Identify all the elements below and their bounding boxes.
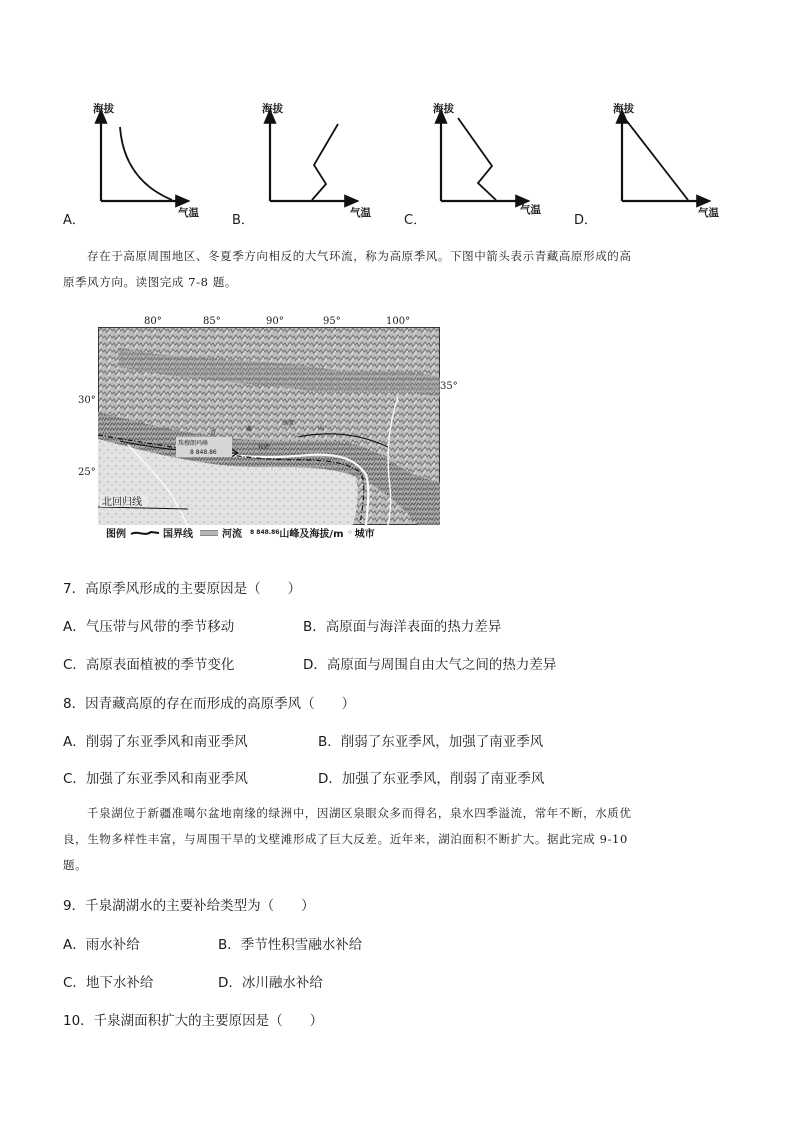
intro-paragraph-1 <box>63 243 743 295</box>
graph-d-xlabel: 气温 <box>698 207 719 219</box>
border-legend-icon <box>130 529 160 537</box>
option-d-label: D． <box>574 213 598 228</box>
q8-option-b[interactable]: B．削弱了东亚季风，加强了南亚季风 <box>318 734 544 750</box>
graph-b-xlabel: 气温 <box>350 207 371 219</box>
q9-option-d[interactable]: D．冰川融水补给 <box>218 975 323 991</box>
lon-80: 80° <box>144 316 162 327</box>
graph-a <box>101 115 184 201</box>
river-legend-icon <box>199 529 219 537</box>
label-shan: 山 <box>318 425 325 432</box>
label-zang: 藏 <box>246 426 253 433</box>
q9-option-c[interactable]: C．地下水补给 <box>63 975 154 991</box>
graph-d-ylabel: 海拔 <box>613 103 634 115</box>
q8-option-c[interactable]: C．加强了东亚季风和南亚季风 <box>63 771 248 787</box>
lon-95: 95° <box>323 316 341 327</box>
q10-stem: 10．千泉湖面积扩大的主要原因是（ ） <box>63 1013 324 1029</box>
q8-stem: 8．因青藏高原的存在而形成的高原季风（ ） <box>63 696 356 712</box>
graph-b <box>270 115 353 201</box>
legend-border: 国界线 <box>163 529 193 540</box>
q7-stem: 7．高原季风形成的主要原因是（ ） <box>63 581 302 597</box>
graph-a-xlabel: 气温 <box>178 207 199 219</box>
graphs-svg <box>0 95 794 230</box>
lon-85: 85° <box>203 316 221 327</box>
q7-option-c[interactable]: C．高原表面植被的季节变化 <box>63 657 235 673</box>
intro-paragraph-2 <box>63 800 743 878</box>
q8-option-d[interactable]: D．加强了东亚季风，削弱了南亚季风 <box>318 771 545 787</box>
graph-b-ylabel: 海拔 <box>262 103 283 115</box>
intro-2-line-3: 题。 <box>63 858 88 872</box>
legend-peak: 山峰及海拔/m <box>279 529 344 540</box>
legend-city: 城市 <box>354 529 375 540</box>
q7-option-d[interactable]: D．高原面与周围自由大气之间的热力差异 <box>303 657 557 673</box>
terrain-map <box>98 327 440 525</box>
lon-90: 90° <box>266 316 284 327</box>
lat-30: 30° <box>78 395 96 406</box>
map-legend <box>106 525 375 540</box>
graph-a-curve <box>120 127 172 200</box>
legend-title: 图例 <box>106 529 126 540</box>
q9-option-a[interactable]: A．雨水补给 <box>63 937 140 953</box>
label-qing: 青 <box>210 430 217 437</box>
graph-d-line <box>626 120 688 200</box>
label-lasa: 拉萨 <box>258 444 271 451</box>
intro-1-line-2: 原季风方向。读图完成 7-8 题。 <box>63 275 238 289</box>
graph-c-line <box>458 118 496 200</box>
legend-peak-sample: 8 848.86 <box>250 529 280 536</box>
q7-option-a[interactable]: A．气压带与风带的季节移动 <box>63 619 235 635</box>
legend-river: 河流 <box>222 529 242 540</box>
lon-100: 100° <box>386 316 411 327</box>
lat-35: 35° <box>440 381 458 392</box>
graph-c-ylabel: 海拔 <box>433 103 454 115</box>
lat-25: 25° <box>78 467 96 478</box>
intro-2-line-1: 千泉湖位于新疆准噶尔盆地南缘的绿洲中，因湖区泉眼众多而得名，泉水四季溢流，常年不断，水质优 <box>87 806 632 820</box>
map-figure <box>78 314 458 544</box>
graph-c <box>441 115 524 201</box>
intro-2-line-2: 良，生物多样性丰富，与周围干旱的戈壁滩形成了巨大反差。近年来，湖泊面积不断扩大。据此完成 9-10 <box>63 832 628 846</box>
option-c-label: C． <box>404 213 427 228</box>
graph-d <box>622 115 705 201</box>
q9-stem: 9．千泉湖湖水的主要补给类型为（ ） <box>63 898 315 914</box>
label-peak: 珠穆朗玛峰 <box>178 440 209 447</box>
intro-1-line-1: 存在于高原周围地区、冬夏季方向相反的大气环流，称为高原季风。下图中箭头表示青藏高原形成的高 <box>87 249 632 263</box>
graph-c-xlabel: 气温 <box>520 204 541 216</box>
q9-option-b[interactable]: B．季节性积雪融水补给 <box>218 937 363 953</box>
graph-b-line <box>312 124 338 200</box>
tropic-label: 北回归线 <box>102 497 142 508</box>
option-a-label: A． <box>63 213 85 228</box>
label-gaoyuan: 高原 <box>282 420 295 427</box>
q7-option-b[interactable]: B．高原面与海洋表面的热力差异 <box>303 619 502 635</box>
option-b-label: B． <box>232 213 254 228</box>
city-legend-icon: ◦ <box>347 528 353 537</box>
q8-option-a[interactable]: A．削弱了东亚季风和南亚季风 <box>63 734 248 750</box>
label-elev: 8 848.86 <box>190 449 217 456</box>
graph-a-ylabel: 海拔 <box>93 103 114 115</box>
